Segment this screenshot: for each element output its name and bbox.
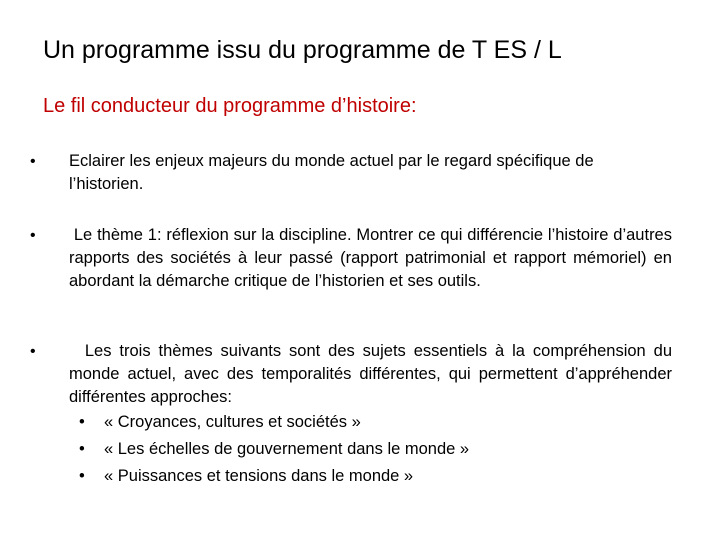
bullet-icon: • <box>79 440 85 458</box>
bullet-item-2 <box>30 224 677 293</box>
bullet-icon: • <box>30 343 36 360</box>
bullet-text-3-body: Les trois thèmes suivants sont des sujets essentiels à la compréhension du monde actuel, avec des temporalités différentes, qui permettent d’appréhender différentes approches: <box>69 342 677 406</box>
sub-bullet-item-2 <box>79 436 672 463</box>
bullet-text-2: Le thème 1: réflexion sur la discipline. Montrer ce qui différencie l’histoire d’autres rapports des sociétés à leur passé (rapport patrimonial et rapport mémoriel) en abordant la démarche critique de l’historien et ses outils. <box>69 226 677 290</box>
sub-bullet-item-1 <box>79 409 672 436</box>
bullet-text-1: Eclairer les enjeux majeurs du monde actuel par le regard spécifique de l’historien. <box>69 152 594 193</box>
bullet-icon: • <box>30 153 36 170</box>
sub-bullet-item-3 <box>79 463 672 490</box>
bullet-icon: • <box>79 467 85 485</box>
sub-bullet-text-1: « Croyances, cultures et sociétés » <box>104 413 361 431</box>
slide-subtitle: Le fil conducteur du programme d’histoire: <box>43 95 417 117</box>
bullet-item-3 <box>30 340 677 490</box>
bullet-icon: • <box>30 227 36 244</box>
bullet-item-1 <box>30 150 672 196</box>
sub-bullet-text-3: « Puissances et tensions dans le monde » <box>104 467 414 485</box>
sub-bullet-list <box>79 409 672 490</box>
slide-title: Un programme issu du programme de T ES / L <box>43 36 562 64</box>
bullet-icon: • <box>79 413 85 431</box>
sub-bullet-text-2: « Les échelles de gouvernement dans le monde » <box>104 440 470 458</box>
bullet-text-3 <box>69 340 677 490</box>
